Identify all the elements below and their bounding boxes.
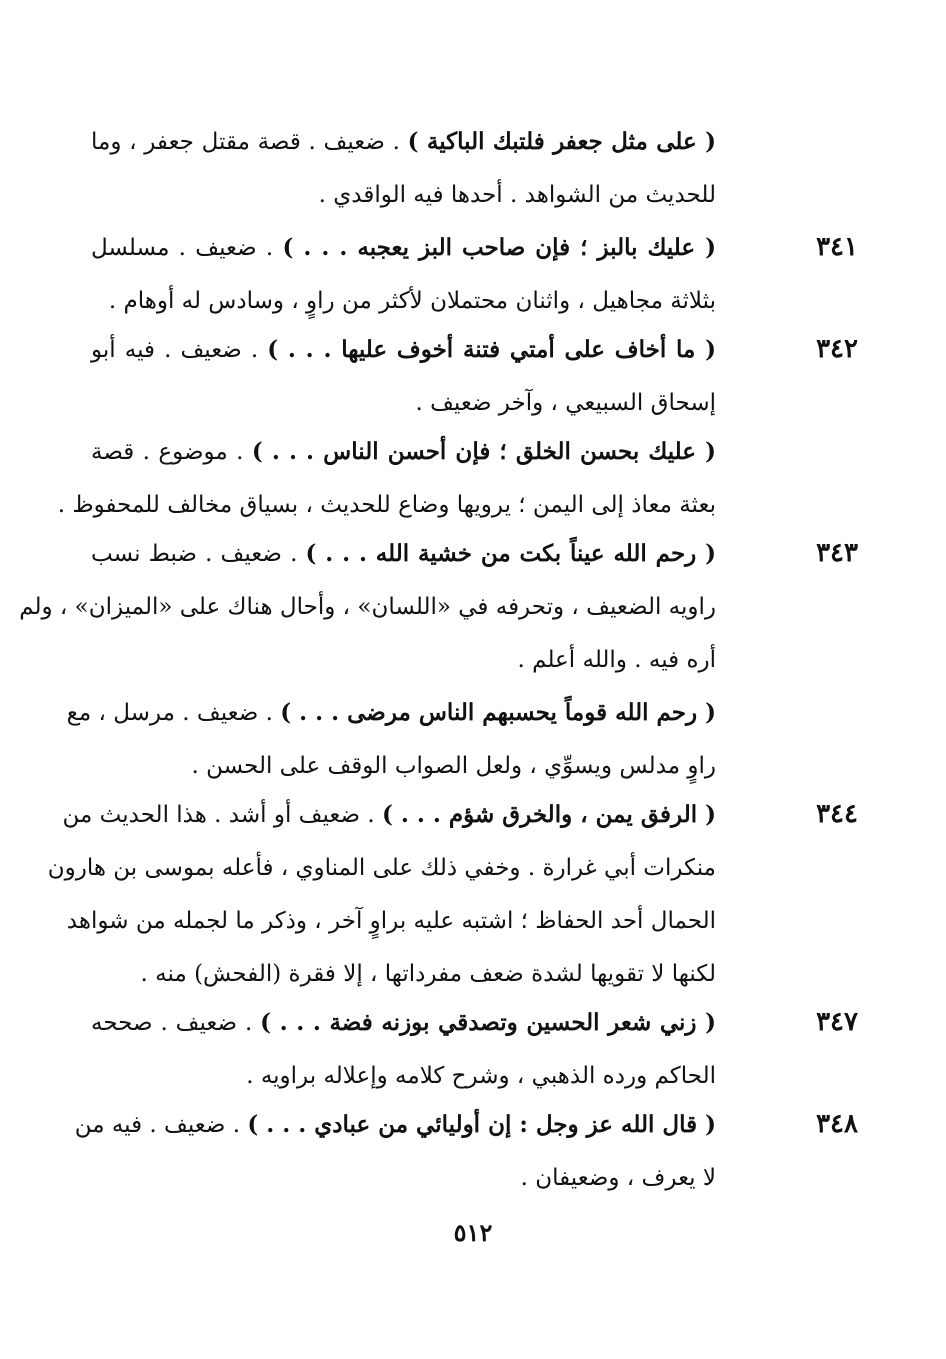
text-line: ( الرفق يمن ، والخرق شؤم . . . ) . ضعيف أو أشد . هذا الحديث من xyxy=(62,801,716,828)
text-line: الحاكم ورده الذهبي ، وشرح كلامه وإعلاله براويه . xyxy=(246,1063,716,1089)
entry-number: ٣٤٤ xyxy=(816,799,858,829)
text-line: منكرات أبي غرارة . وخفي ذلك على المناوي ، فأعله بموسى بن هارون xyxy=(47,855,716,881)
text-line: ( عليك بحسن الخلق ؛ فإن أحسن الناس . . . ) . موضوع . قصة xyxy=(91,438,716,465)
entry-number: ٣٤٢ xyxy=(816,334,858,364)
text-line: للحديث من الشواهد . أحدها فيه الواقدي . xyxy=(318,182,716,208)
page-number: ٥١٢ xyxy=(453,1218,493,1247)
text-line: ( ما أخاف على أمتي فتنة أخوف عليها . . . ) . ضعيف . فيه أبو xyxy=(91,336,716,363)
entry-number: ٣٤٣ xyxy=(816,538,858,568)
text-line: راويه الضعيف ، وتحرفه في «اللسان» ، وأحال هناك على «الميزان» ، ولم xyxy=(19,594,716,620)
entry-number: ٣٤٧ xyxy=(816,1007,858,1037)
entry-text xyxy=(91,323,716,429)
entry-number: ٣٤١ xyxy=(816,232,858,262)
entry-number: ٣٤٨ xyxy=(816,1109,858,1139)
text-line: راوٍ مدلس ويسوِّي ، ولعل الصواب الوقف على الحسن . xyxy=(191,753,716,779)
entry-text xyxy=(74,1098,716,1204)
text-line: الحمال أحد الحفاظ ؛ اشتبه عليه براوٍ آخر ، وذكر ما لجمله من شواهد xyxy=(66,908,716,934)
text-line: ( رحم الله عيناً بكت من خشية الله . . . ) . ضعيف . ضبط نسب xyxy=(91,540,717,567)
text-line: ( عليك بالبز ؛ فإن صاحب البز يعجبه . . . ) . ضعيف . مسلسل xyxy=(91,234,716,261)
text-line: ( رحم الله قوماً يحسبهم الناس مرضى . . . ) . ضعيف . مرسل ، مع xyxy=(66,699,716,726)
entry-text xyxy=(57,425,716,531)
text-line: لكنها لا تقويها لشدة ضعف مفرداتها ، إلا فقرة (الفحش) منه . xyxy=(140,961,716,987)
text-line: بعثة معاذ إلى اليمن ؛ يرويها وضاع للحديث ، بسياق مخالف للمحفوظ . xyxy=(57,492,716,518)
entry-text xyxy=(91,221,716,327)
entry-text xyxy=(91,996,716,1102)
text-line: إسحاق السبيعي ، وآخر ضعيف . xyxy=(415,390,716,416)
text-line: أره فيه . والله أعلم . xyxy=(517,647,716,673)
text-line: ( على مثل جعفر فلتبك الباكية ) . ضعيف . قصة مقتل جعفر ، وما xyxy=(91,128,716,155)
entry-text xyxy=(91,115,716,221)
text-line: ( قال الله عز وجل : إن أوليائي من عبادي . . . ) . ضعيف . فيه من xyxy=(74,1111,716,1138)
entry-text xyxy=(47,788,716,1000)
text-line: لا يعرف ، وضعيفان . xyxy=(520,1165,716,1191)
text-line: بثلاثة مجاهيل ، واثنان محتملان لأكثر من راوٍ ، وسادس له أوهام . xyxy=(108,288,716,314)
entry-text xyxy=(19,527,717,686)
entry-text xyxy=(66,686,716,792)
text-line: ( زني شعر الحسين وتصدقي بوزنه فضة . . . ) . ضعيف . صححه xyxy=(91,1009,716,1036)
